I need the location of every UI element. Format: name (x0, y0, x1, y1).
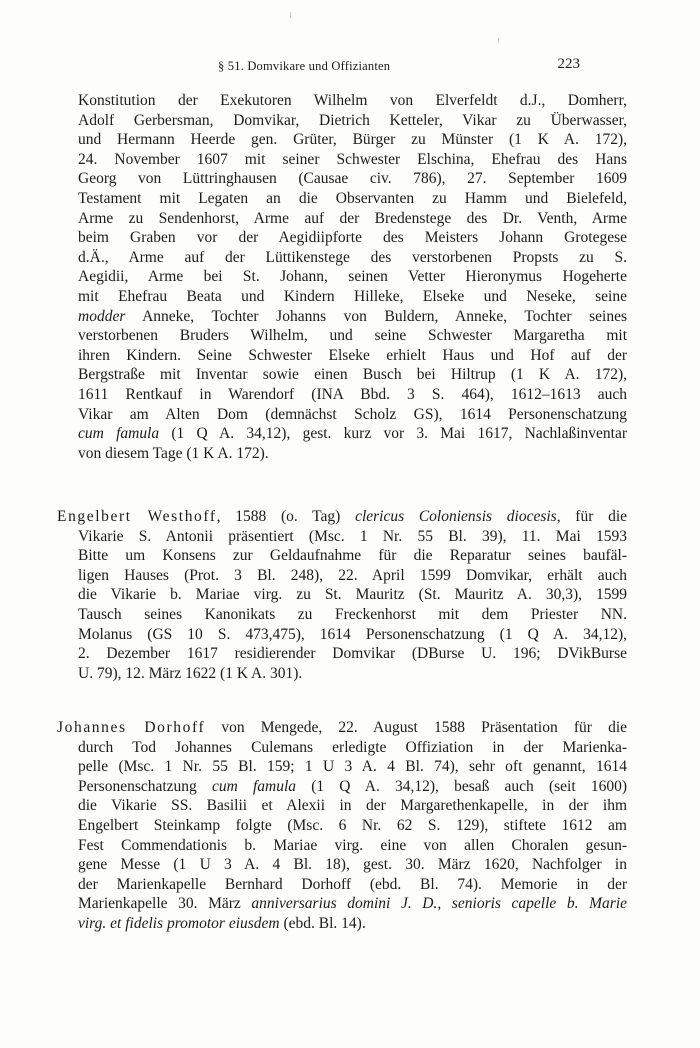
text-fragment: (1 Q A. 34,12), besaß auch (seit 1600) (311, 777, 627, 795)
italic-term: virg. et fidelis promotor eiusdem (78, 914, 280, 932)
text-line: die Vikarie SS. Basilii et Alexii in der Margarethenkapelle, in der ihm (78, 797, 627, 815)
text-line: Aegidii, Arme bei St. Johann, seinen Vetter Hieronymus Hogeherte (78, 268, 627, 286)
text-fragment: (1 Q A. 34,12), gest. kurz vor 3. Mai 1617, Nachlaßinventar (171, 425, 627, 443)
italic-term: anniversarius domini J. D., senioris capelle b. Marie (251, 895, 628, 913)
entry-name: Engelbert Westhoff (57, 508, 217, 525)
text-fragment: Personenschatzung (78, 777, 197, 795)
text-line: Georg von Lüttringhausen (Causae civ. 786), 27. September 1609 (78, 170, 627, 188)
italic-term: cum famula (211, 777, 297, 795)
text-line: verstorbenen Bruders Wilhelm, und seine Schwester Margaretha mit (78, 327, 627, 345)
text-line: Molanus (GS 10 S. 473,475), 1614 Personenschatzung (1 Q A. 34,12), (78, 625, 627, 643)
text-line: d.Ä., Arme auf der Lüttikenstege des verstorbenen Propsts zu S. (78, 248, 627, 266)
text-line: die Vikarie b. Mariae virg. zu St. Mauritz (St. Mauritz A. 30,3), 1599 (78, 586, 627, 604)
text-fragment: Marienkapelle 30. März (78, 895, 241, 913)
text-line (57, 424, 627, 444)
text-line: ligen Hauses (Prot. 3 Bl. 248), 22. April 1599 Domvikar, erhält auch (78, 566, 627, 584)
page-header (0, 56, 700, 78)
text-line: gene Messe (1 U 3 A. 4 Bl. 18), gest. 30. März 1620, Nachfolger in (78, 856, 627, 874)
italic-term: modder (78, 307, 126, 325)
page-number: 223 (557, 56, 580, 72)
text-fragment: , für die (556, 508, 628, 525)
text-line: und Hermann Heerde gen. Grüter, Bürger zu Münster (1 K A. 172), (78, 131, 627, 149)
text-line: durch Tod Johannes Culemans erledigte Offiziation in der Marienka- (78, 738, 627, 756)
text-line: Bitte um Konsens zur Geldaufnahme für die Reparatur seines baufäl- (78, 547, 627, 565)
scan-mark (498, 38, 499, 43)
text-line: pelle (Msc. 1 Nr. 55 Bl. 159; 1 U 3 A. 4 Bl. 74), sehr oft genannt, 1614 (78, 758, 627, 776)
text-line (57, 777, 627, 797)
scan-mark (290, 12, 291, 18)
text-line: Vikarie S. Antonii präsentiert (Msc. 1 Nr. 55 Bl. 39), 11. Mai 1593 (78, 527, 627, 545)
text-line: U. 79), 12. März 1622 (1 K A. 301). (78, 664, 303, 682)
entry-dorhoff (57, 718, 627, 934)
text-line: Adolf Gerbersman, Domvikar, Dietrich Ketteler, Vikar zu Überwasser, (78, 111, 627, 129)
italic-term: clericus Coloniensis diocesis (355, 508, 557, 525)
text-fragment: von Mengede, 22. August 1588 Präsentation für die (205, 719, 628, 736)
text-line (57, 894, 627, 914)
text-line (57, 914, 627, 934)
text-line: Arme zu Sendenhorst, Arme auf der Bredenstege des Dr. Venth, Arme (78, 209, 627, 227)
entry-westhoff (57, 507, 627, 683)
text-line: beim Graben vor der Aegidiipforte des Meisters Johann Grotegese (78, 229, 627, 247)
text-line: 2. Dezember 1617 residierender Domvikar (DBurse U. 196; DVikBurse (78, 645, 627, 663)
text-line: Bergstraße mit Inventar sowie einen Busch bei Hiltrup (1 K A. 172), (78, 366, 627, 384)
text-line: der Marienkapelle Bernhard Dorhoff (ebd. Bl. 74). Memorie in der (78, 875, 627, 893)
italic-term: cum famula (78, 425, 160, 443)
entry-name: Johannes Dorhoff (57, 719, 206, 736)
entry-first-line (57, 507, 627, 527)
text-line (57, 307, 627, 327)
text-line: Vikar am Alten Dom (demnächst Scholz GS), 1614 Personenschatzung (78, 405, 627, 423)
running-head: § 51. Domvikare und Offizianten (218, 59, 391, 73)
text-line: Fest Commendationis b. Mariae virg. eine von allen Choralen gesun- (78, 836, 627, 854)
text-line: von diesem Tage (1 K A. 172). (78, 444, 269, 462)
entry-first-line (57, 718, 627, 738)
text-line: Konstitution der Exekutoren Wilhelm von Elverfeldt d.J., Domherr, (78, 92, 627, 109)
text-fragment: (ebd. Bl. 14). (279, 914, 366, 932)
text-line: ihren Kindern. Seine Schwester Elseke erhielt Haus und Hof auf der (78, 346, 627, 364)
text-line: mit Ehefrau Beata und Kindern Hilleke, Elseke und Neseke, seine (78, 287, 627, 305)
entry-continuation (57, 91, 627, 463)
text-fragment: Anneke, Tochter Johanns von Buldern, Anneke, Tochter seines (142, 307, 627, 325)
text-line: 24. November 1607 mit seiner Schwester Elschina, Ehefrau des Hans (78, 150, 627, 168)
text-line: Testament mit Legaten an die Observanten zu Hamm und Bielefeld, (78, 189, 627, 207)
text-line: Engelbert Steinkamp folgte (Msc. 6 Nr. 62 S. 129), stiftete 1612 am (78, 816, 627, 834)
text-line: 1611 Rentkauf in Warendorf (INA Bbd. 3 S. 464), 1612–1613 auch (78, 385, 627, 403)
text-line: Tausch seines Kanonikats zu Freckenhorst mit dem Priester NN. (78, 605, 627, 623)
text-fragment: , 1588 (o. Tag) (216, 508, 341, 525)
